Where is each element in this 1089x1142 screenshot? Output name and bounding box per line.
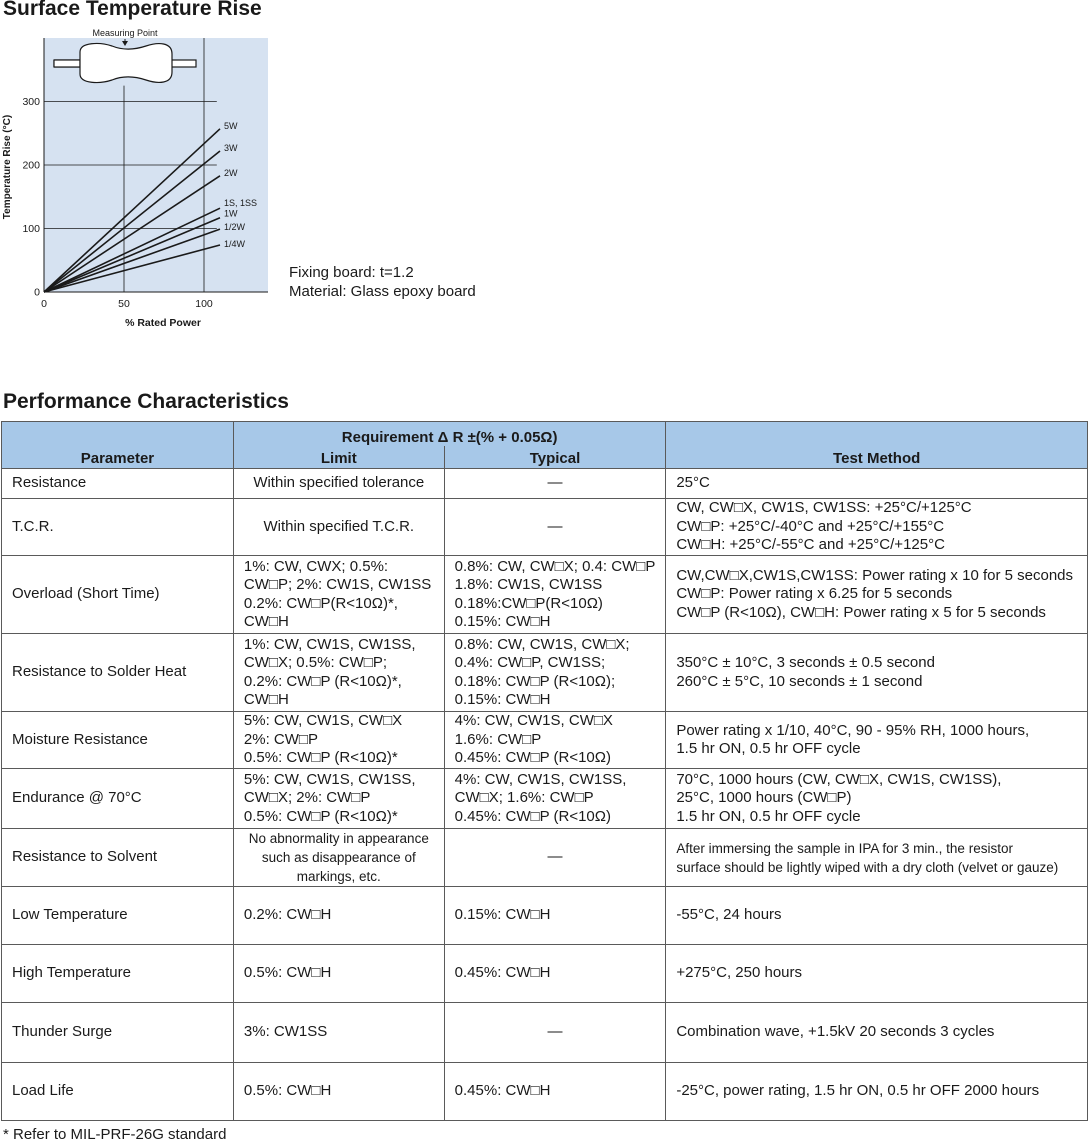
table-row xyxy=(2,469,1088,499)
cell-line: 0.5%: CW□P (R<10Ω)* xyxy=(243,749,398,767)
cell-test xyxy=(666,887,1088,945)
cell-test xyxy=(666,499,1088,556)
x-axis-label: % Rated Power xyxy=(125,317,201,329)
cell-line: 0.15%: CW□H xyxy=(454,906,551,924)
cell-line: 0.5%: CW□P (R<10Ω)* xyxy=(243,807,398,825)
cell-line: 0.8%: CW, CW□X; 0.4: CW□P xyxy=(454,557,656,575)
cell-line: surface should be lightly wiped with a dry cloth (velvet or gauze) xyxy=(676,859,1059,875)
cell-line: 0.4%: CW□P, CW1SS; xyxy=(454,654,606,671)
x-tick-label: 50 xyxy=(118,298,130,310)
cell-limit xyxy=(233,634,444,712)
cell-line: 1.6%: CW□P xyxy=(454,730,542,748)
header-parameter: Parameter xyxy=(2,422,234,469)
cell-test xyxy=(666,1063,1088,1121)
cell-line: No abnormality in appearance xyxy=(248,831,429,846)
series-label: 3W xyxy=(224,143,238,154)
cell-line: CW□P; 2%: CW1S, CW1SS xyxy=(243,576,432,593)
table-row xyxy=(2,556,1088,634)
performance-table xyxy=(1,421,1088,1121)
table-row xyxy=(2,769,1088,829)
cell-line: 260°C ± 5°C, 10 seconds ± 1 second xyxy=(676,672,923,690)
cell-line: 0.15%: CW□H xyxy=(454,691,551,708)
cell-line: Within specified T.C.R. xyxy=(263,517,415,535)
cell-line: 5%: CW, CW1S, CW1SS, xyxy=(243,770,416,788)
section-title-performance: Performance Characteristics xyxy=(3,390,289,413)
cell-line: CW□X; 1.6%: CW□P xyxy=(454,789,594,807)
cell-limit xyxy=(233,769,444,829)
cell-line: After immersing the sample in IPA for 3 min., the resistor xyxy=(676,840,1013,856)
series-label: 1W xyxy=(224,208,238,219)
cell-line: 1.5 hr ON, 0.5 hr OFF cycle xyxy=(676,807,861,825)
performance-table-body xyxy=(2,469,1088,1121)
cell-line: 3%: CW1SS xyxy=(243,1023,328,1041)
table-row xyxy=(2,1063,1088,1121)
cell-typical xyxy=(444,499,666,556)
cell-line: CW□P: Power rating x 6.25 for 5 seconds xyxy=(676,585,953,603)
cell-test xyxy=(666,945,1088,1003)
cell-line: CW, CW□X, CW1S, CW1SS: +25°C/+125°C xyxy=(676,499,972,517)
cell-test xyxy=(666,829,1088,887)
cell-line: -25°C, power rating, 1.5 hr ON, 0.5 hr OFF 2000 hours xyxy=(676,1082,1040,1100)
cell-line: Within specified tolerance xyxy=(253,474,425,492)
cell-typical xyxy=(444,1003,666,1063)
y-axis-label: Temperature Rise (°C) xyxy=(2,114,13,220)
cell-parameter: Resistance to Solder Heat xyxy=(2,634,234,712)
cell-line: CW□P: +25°C/-40°C and +25°C/+155°C xyxy=(676,517,945,535)
cell-line: 0.8%: CW, CW1S, CW□X; xyxy=(454,635,630,653)
y-tick-label: 200 xyxy=(22,159,40,172)
cell-line: 350°C ± 10°C, 3 seconds ± 0.5 second xyxy=(676,654,935,671)
cell-line: CW□X; 0.5%: CW□P; xyxy=(243,654,388,671)
fixing-board-line: Fixing board: t=1.2 xyxy=(289,264,414,281)
cell-test xyxy=(666,556,1088,634)
cell-parameter: T.C.R. xyxy=(2,499,234,556)
cell-line: 0.18%:CW□P(R<10Ω) xyxy=(454,594,603,612)
cell-limit xyxy=(233,1003,444,1063)
cell-line: 2%: CW□P xyxy=(243,730,318,748)
cell-line: 70°C, 1000 hours (CW, CW□X, CW1S, CW1SS), xyxy=(676,770,1002,788)
cell-typical xyxy=(444,769,666,829)
cell-parameter: Resistance to Solvent xyxy=(2,829,234,887)
cell-line: — xyxy=(547,517,563,535)
cell-line: 0.2%: CW□P (R<10Ω)*, xyxy=(243,672,402,690)
series-label: 1/4W xyxy=(224,239,246,250)
header-typical: Typical xyxy=(444,446,666,469)
cell-line: CW□X; 2%: CW□P xyxy=(243,789,371,807)
cell-typical xyxy=(444,887,666,945)
cell-line: 0.2%: CW□P(R<10Ω)*, xyxy=(243,594,398,612)
cell-line: 5%: CW, CW1S, CW□X xyxy=(243,712,403,730)
table-row xyxy=(2,887,1088,945)
cell-parameter: Endurance @ 70°C xyxy=(2,769,234,829)
cell-limit xyxy=(233,556,444,634)
x-tick-label: 100 xyxy=(195,298,213,310)
y-tick-label: 0 xyxy=(34,286,40,299)
cell-line: — xyxy=(547,474,563,492)
cell-typical xyxy=(444,469,666,499)
cell-typical xyxy=(444,945,666,1003)
cell-parameter: Moisture Resistance xyxy=(2,712,234,769)
temperature-rise-chart xyxy=(0,22,290,342)
table-row xyxy=(2,499,1088,556)
cell-parameter: Low Temperature xyxy=(2,887,234,945)
table-row xyxy=(2,1003,1088,1063)
cell-limit xyxy=(233,1063,444,1121)
cell-line: 1%: CW, CWX; 0.5%: xyxy=(243,557,389,575)
section-title-temperature-rise: Surface Temperature Rise xyxy=(3,0,262,20)
cell-line: markings, etc. xyxy=(296,869,381,884)
cell-typical xyxy=(444,556,666,634)
table-row xyxy=(2,829,1088,887)
table-row xyxy=(2,634,1088,712)
cell-test xyxy=(666,634,1088,712)
cell-line: 4%: CW, CW1S, CW□X xyxy=(454,712,613,730)
cell-line: CW,CW□X,CW1S,CW1SS: Power rating x 10 for 5 seconds xyxy=(676,566,1074,584)
cell-parameter: High Temperature xyxy=(2,945,234,1003)
cell-typical xyxy=(444,634,666,712)
cell-line: 4%: CW, CW1S, CW1SS, xyxy=(454,770,627,788)
series-label: 2W xyxy=(224,167,238,178)
cell-line: such as disappearance of xyxy=(261,850,416,865)
board-material-line: Material: Glass epoxy board xyxy=(289,283,476,300)
cell-line: 0.2%: CW□H xyxy=(243,906,332,924)
cell-line: 0.5%: CW□H xyxy=(243,964,332,982)
series-label: 5W xyxy=(224,120,238,131)
cell-line: 0.5%: CW□H xyxy=(243,1082,332,1100)
cell-line: 0.18%: CW□P (R<10Ω); xyxy=(454,672,616,690)
cell-typical xyxy=(444,829,666,887)
cell-test xyxy=(666,769,1088,829)
cell-line: CW□H xyxy=(243,691,289,708)
header-test-method: Test Method xyxy=(666,422,1088,469)
table-row xyxy=(2,945,1088,1003)
cell-parameter: Overload (Short Time) xyxy=(2,556,234,634)
cell-line: 1%: CW, CW1S, CW1SS, xyxy=(243,635,416,653)
cell-line: Combination wave, +1.5kV 20 seconds 3 cycles xyxy=(676,1023,995,1041)
series-label: 1S, 1SS xyxy=(224,198,258,209)
footnote: * Refer to MIL-PRF-26G standard xyxy=(3,1126,227,1142)
cell-limit xyxy=(233,887,444,945)
cell-test xyxy=(666,469,1088,499)
cell-line: -55°C, 24 hours xyxy=(676,906,782,924)
cell-line: CW□H: +25°C/-55°C and +25°C/+125°C xyxy=(676,536,945,554)
cell-line: 0.45%: CW□H xyxy=(454,1082,551,1100)
cell-line: 0.45%: CW□P (R<10Ω) xyxy=(454,807,611,825)
cell-limit xyxy=(233,945,444,1003)
cell-test xyxy=(666,712,1088,769)
cell-line: 0.45%: CW□P (R<10Ω) xyxy=(454,749,611,767)
header-requirement: Requirement Δ R ±(% + 0.05Ω) xyxy=(233,422,665,446)
cell-line: — xyxy=(547,1023,563,1041)
series-label: 1/2W xyxy=(224,222,246,233)
cell-line: Power rating x 1/10, 40°C, 90 - 95% RH, 1000 hours, xyxy=(676,721,1030,739)
cell-limit xyxy=(233,712,444,769)
cell-line: CW□H xyxy=(243,613,289,630)
cell-line: 25°C xyxy=(676,474,710,492)
cell-line: — xyxy=(547,848,563,866)
cell-line: +275°C, 250 hours xyxy=(676,964,802,982)
cell-typical xyxy=(444,1063,666,1121)
cell-parameter: Thunder Surge xyxy=(2,1003,234,1063)
cell-line: 1.8%: CW1S, CW1SS xyxy=(454,576,603,593)
cell-line: 25°C, 1000 hours (CW□P) xyxy=(676,789,852,807)
cell-parameter: Load Life xyxy=(2,1063,234,1121)
y-tick-label: 100 xyxy=(22,223,40,235)
cell-line: 0.45%: CW□H xyxy=(454,964,551,982)
y-tick-label: 300 xyxy=(22,96,40,108)
cell-line: CW□P (R<10Ω), CW□H: Power rating x 5 for 5 seconds xyxy=(676,603,1046,621)
cell-typical xyxy=(444,712,666,769)
cell-parameter: Resistance xyxy=(2,469,234,499)
cell-line: 1.5 hr ON, 0.5 hr OFF cycle xyxy=(676,740,861,757)
cell-test xyxy=(666,1003,1088,1063)
table-row xyxy=(2,712,1088,769)
header-limit: Limit xyxy=(233,446,444,469)
measuring-point-label: Measuring Point xyxy=(92,28,158,38)
cell-limit xyxy=(233,829,444,887)
cell-limit xyxy=(233,469,444,499)
cell-line: 0.15%: CW□H xyxy=(454,613,551,630)
x-tick-label: 0 xyxy=(41,298,47,310)
cell-limit xyxy=(233,499,444,556)
fixing-board-note xyxy=(289,263,476,301)
